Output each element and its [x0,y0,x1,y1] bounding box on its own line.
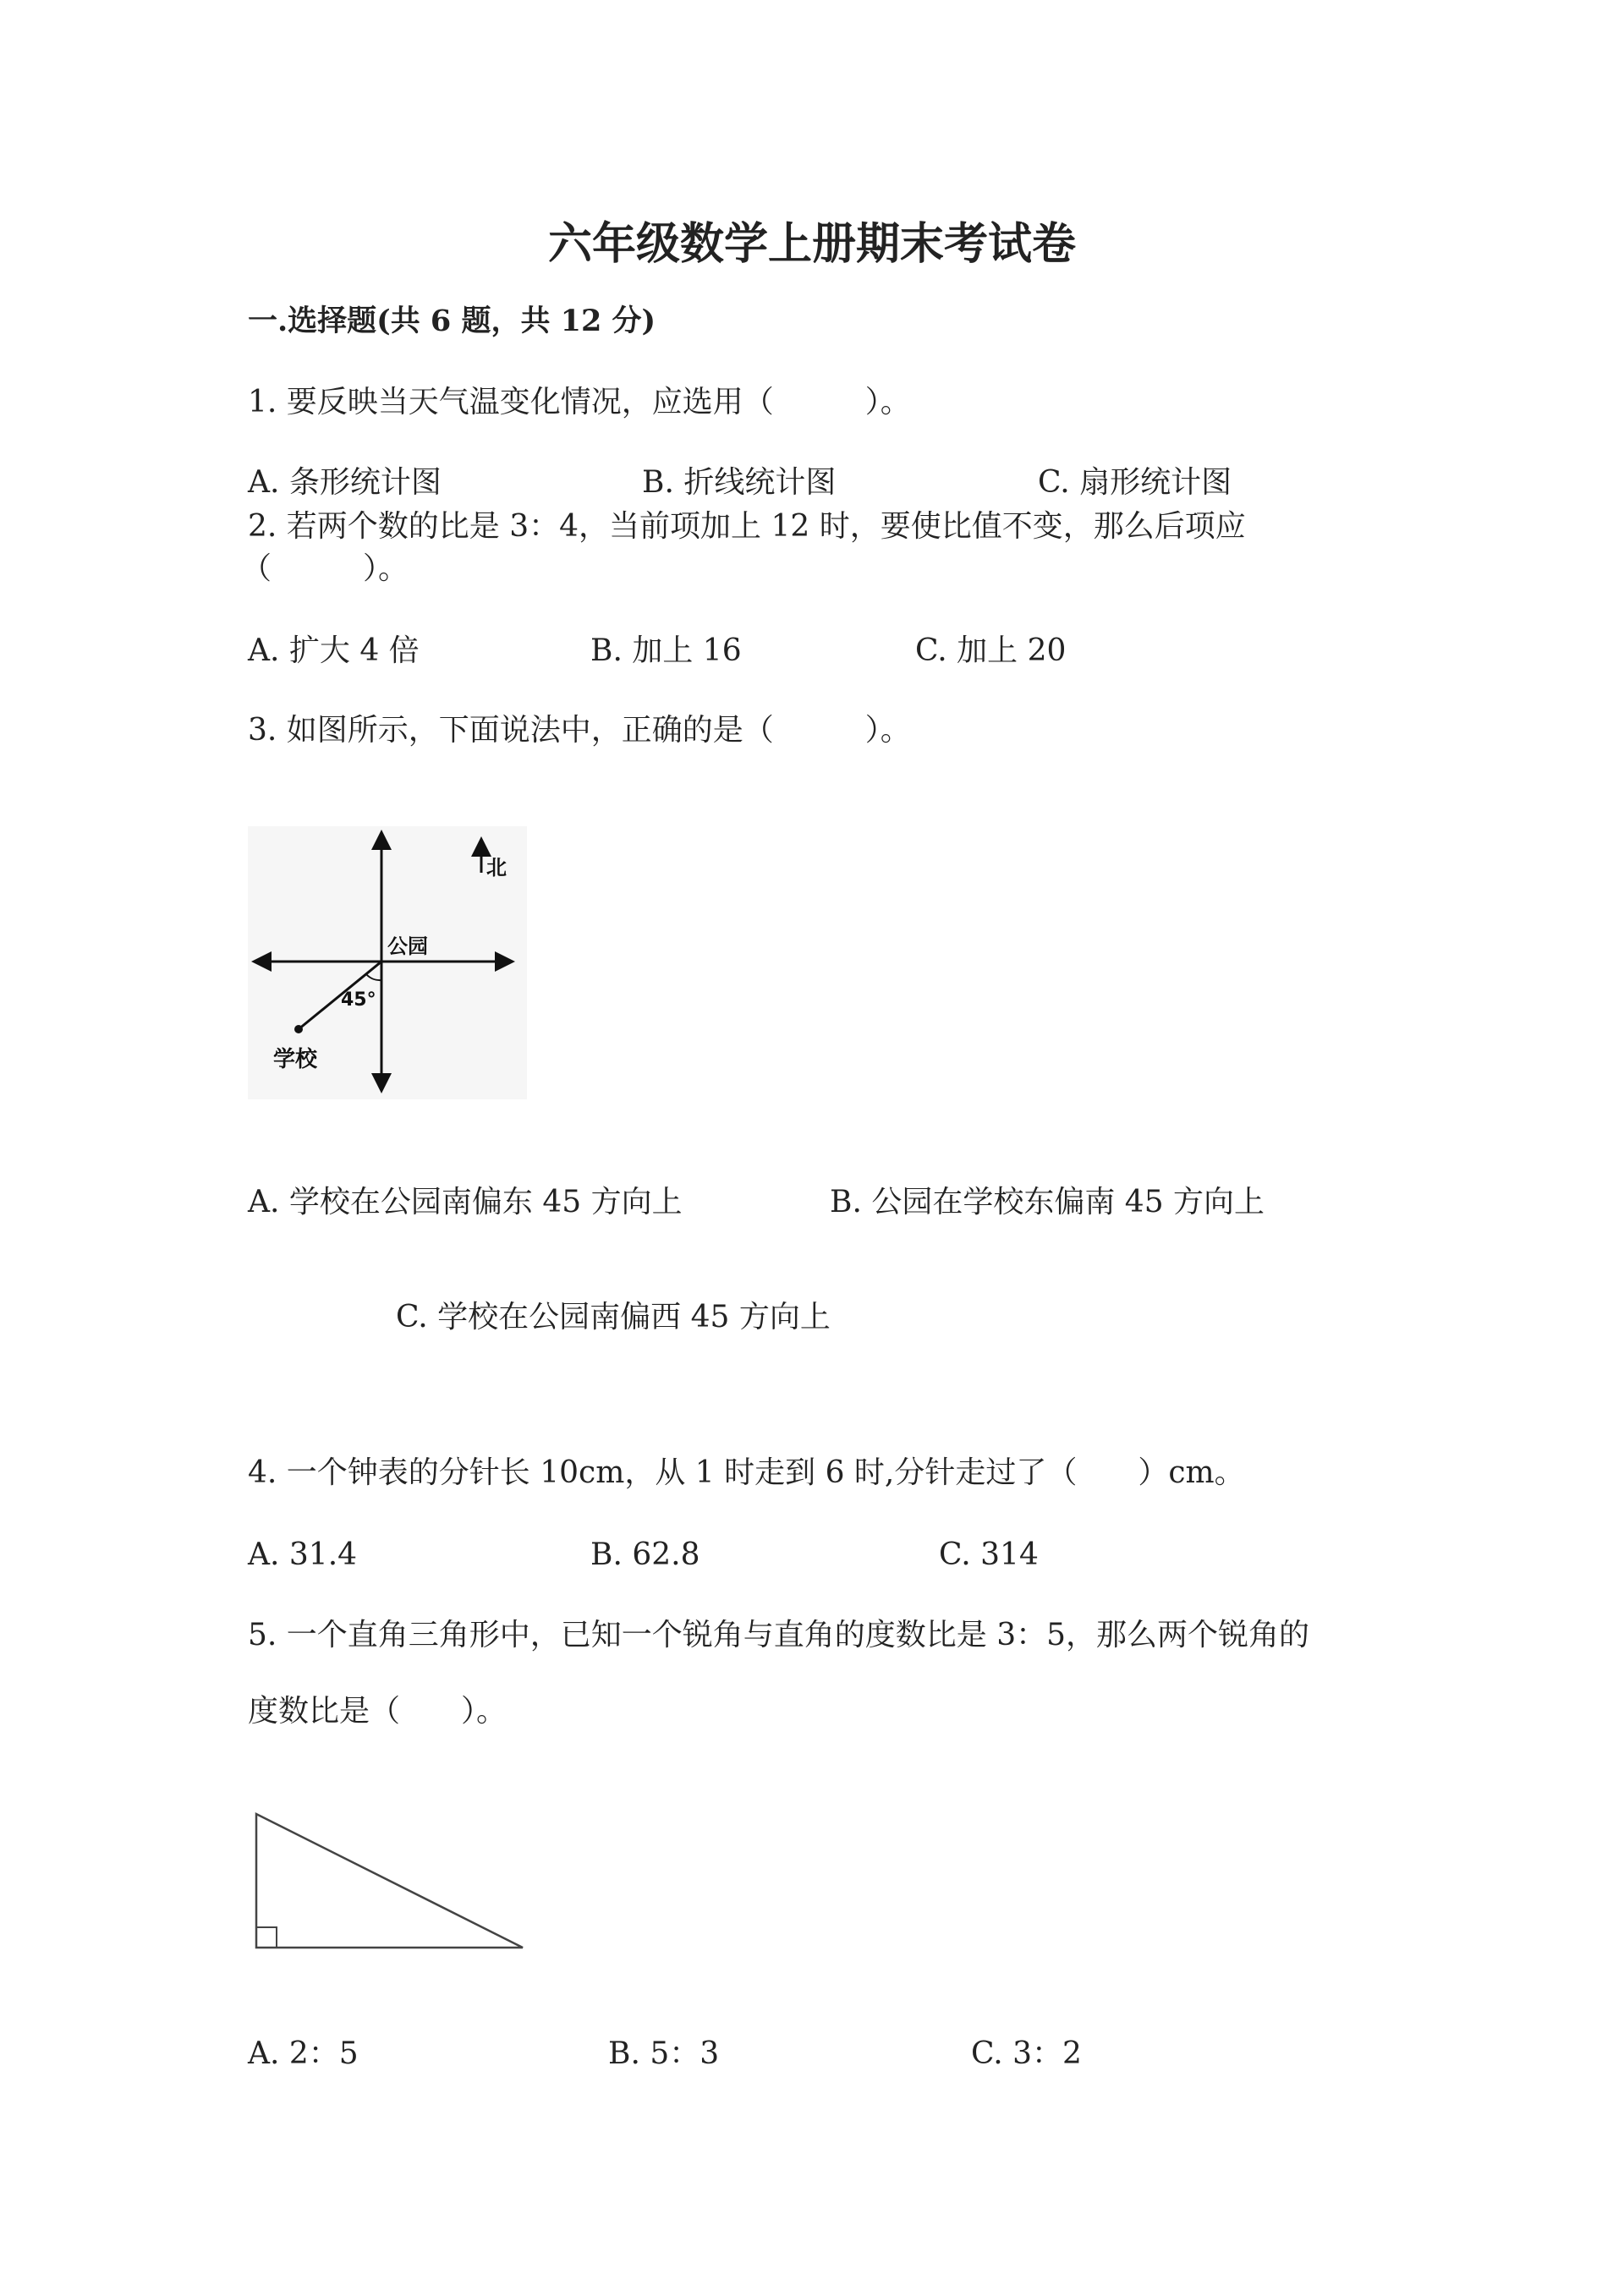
question-3: 3. 如图所示，下面说法中，正确的是（ ）。 [248,713,911,748]
q3-option-a: A. 学校在公园南偏东 45 方向上 [248,1185,683,1219]
question-4: 4. 一个钟表的分针长 10cm，从 1 时走到 6 时,分针走过了（ ）cm。 [248,1455,1245,1490]
q5-option-c: C. 3：2 [971,2036,1082,2071]
q2-option-a: A. 扩大 4 倍 [248,633,420,668]
section-heading: 一.选择题(共 6 题，共 12 分) [248,304,656,338]
q3-option-b: B. 公园在学校东偏南 45 方向上 [830,1185,1265,1219]
school-label: 学校 [273,1047,318,1072]
question-1: 1. 要反映当天气温变化情况，应选用（ ）。 [248,385,911,419]
q4-option-a: A. 31.4 [248,1537,358,1572]
question-2: 2. 若两个数的比是 3：4，当前项加上 12 时，要使比值不变，那么后项应 [248,509,1246,544]
q5-option-a: A. 2：5 [248,2036,359,2071]
q4-option-c: C. 314 [939,1537,1039,1572]
angle-label: 45° [341,989,376,1011]
q1-option-a: A. 条形统计图 [248,465,442,500]
q2-option-c: C. 加上 20 [915,633,1067,668]
q4-option-b: B. 62.8 [590,1537,700,1572]
question-5-line2: 度数比是（ ）。 [248,1694,508,1729]
direction-figure [248,826,527,1099]
q3-option-c: C. 学校在公园南偏西 45 方向上 [396,1300,831,1334]
page-title: 六年级数学上册期末考试卷 [547,218,1076,270]
question-5: 5. 一个直角三角形中，已知一个锐角与直角的度数比是 3：5，那么两个锐角的 [248,1618,1310,1652]
north-label: 北 [486,856,507,879]
park-label: 公园 [387,934,428,958]
q2-option-b: B. 加上 16 [590,633,742,668]
question-2-line2: （ ）。 [241,551,409,586]
q1-option-b: B. 折线统计图 [642,465,837,500]
q1-option-c: C. 扇形统计图 [1038,465,1232,500]
q5-option-b: B. 5：3 [608,2036,720,2071]
right-triangle-figure [252,1810,531,1954]
